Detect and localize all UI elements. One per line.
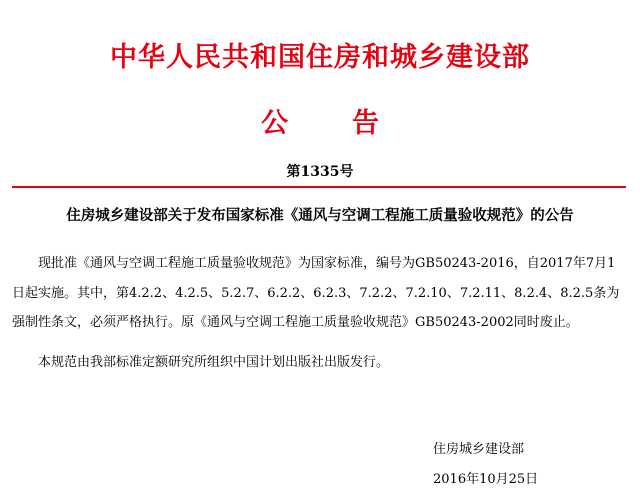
- issue-date: 2016年10月25日: [433, 472, 539, 487]
- document-type-left: 公: [261, 108, 288, 139]
- document-number: 第1335号: [286, 164, 354, 180]
- body-paragraph-1: 现批准《通风与空调工程施工质量验收规范》为国家标准，编号为GB50243-2016，自2017年7月1日起实施。其中，第4.2.2、4.2.5、5.2.7、6.2.2、6.2.3、7.2.2、7.2.10、7.2.11、8.2.4、8.2.5条为强制性条文，必须严格执行。原《通风与空调工程施工质量验收规范》GB50243-2002同时废止。: [12, 256, 620, 330]
- document-type-right: 告: [352, 108, 379, 139]
- document-type-heading: [0, 104, 640, 144]
- announcement-body: [12, 249, 624, 377]
- red-divider-line: [12, 186, 626, 188]
- body-paragraph-2: 本规范由我部标准定额研究所组织中国计划出版社出版发行。: [38, 354, 390, 370]
- signer: 住房城乡建设部: [433, 442, 525, 457]
- issuer-heading: 中华人民共和国住房和城乡建设部: [110, 42, 530, 73]
- announcement-title: 住房城乡建设部关于发布国家标准《通风与空调工程施工质量验收规范》的公告: [66, 207, 574, 224]
